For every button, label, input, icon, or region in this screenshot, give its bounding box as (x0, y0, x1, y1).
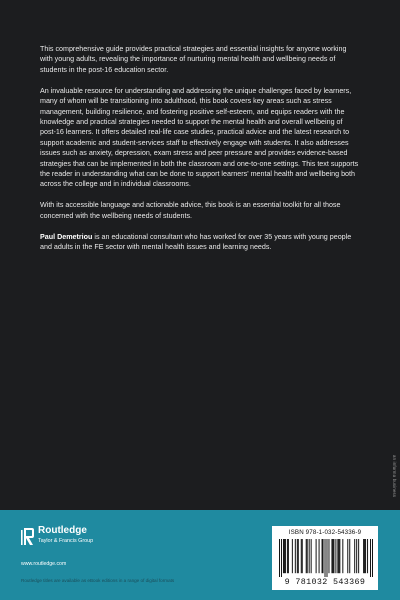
barcode-bar (354, 539, 355, 573)
barcode-bar (288, 539, 289, 573)
author-name: Paul Demetriou (40, 232, 93, 241)
barcode-bar (285, 539, 286, 573)
barcode-bar (323, 539, 324, 573)
barcode-bar (347, 539, 348, 573)
barcode-bar (365, 539, 366, 573)
barcode-bar (358, 539, 359, 573)
barcode-bar (332, 539, 333, 573)
barcode-bar (306, 539, 307, 573)
barcode-bar (295, 539, 296, 573)
barcode-bar (298, 539, 299, 573)
barcode-bar (322, 539, 323, 573)
barcode-bar (367, 539, 368, 573)
barcode-bar (370, 539, 371, 577)
barcode-icon (279, 539, 373, 577)
publisher-website: www.routledge.com (21, 561, 67, 567)
barcode-box (272, 526, 378, 590)
barcode-bar (363, 539, 364, 573)
spine-text: an informa business (392, 455, 397, 498)
author-bio (40, 232, 360, 253)
barcode-bar (328, 539, 329, 573)
barcode-bar (279, 539, 280, 577)
barcode-bar (302, 539, 303, 573)
barcode-bar (356, 539, 357, 573)
barcode-bar (372, 539, 373, 577)
barcode-bar (339, 539, 340, 573)
blurb-paragraph-3: With its accessible language and actionable advice, this book is an essential toolkit for all those concerned with the wellbeing needs of students. (40, 201, 341, 220)
barcode-bar (342, 539, 343, 573)
barcode-bar (319, 539, 320, 573)
barcode-bar (337, 539, 338, 573)
publisher-name: Routledge (38, 525, 87, 536)
barcode-bar (292, 539, 293, 573)
barcode-bar (283, 539, 284, 573)
barcode-number: 9 781032 543369 (284, 577, 366, 587)
ebook-note: Routledge titles are available as eBook editions in a range of digital formats (21, 578, 175, 583)
publisher-tagline: Taylor & Francis Group (38, 538, 94, 544)
barcode-bar (309, 539, 310, 573)
barcode-bar (311, 539, 312, 573)
barcode-bar (316, 539, 317, 573)
barcode-bar (349, 539, 350, 573)
barcode-bar (287, 539, 288, 573)
barcode-bar (364, 539, 365, 573)
author-bio-text: is an educational consultant who has worked for over 35 years with young people and adults in the FE sector with mental health issues and learning needs. (40, 232, 352, 251)
barcode-bar (284, 539, 285, 573)
routledge-r-logo-icon (21, 527, 35, 546)
barcode-bar (307, 539, 308, 573)
barcode-bar (331, 539, 332, 573)
barcode-bar (338, 539, 339, 573)
blurb (40, 44, 360, 263)
barcode-bar (301, 539, 302, 573)
blurb-paragraph-2: An invaluable resource for understanding and addressing the unique challenges faced by learners, many of whom will be transitioning into adulthood, this book covers key areas such as stress management, building resilience, and fostering positive self-esteem, and equips readers with the knowledge and practical strategies needed to support the mental health and overall wellbeing of post-16 learners. It offers detailed real-life case studies, practical advice and the latest research to support academic and student-services staff to effectively engage with students. It also addresses issues such as anxiety, depression, exam stress and peer pressure and provides evidence-based strategies that can be implemented in both the classroom and one-to-one settings. This text supports the reader in understanding what can be done to support learners' mental health and wellbeing both across the college and in individual classrooms. (40, 86, 359, 189)
barcode-bar (297, 539, 298, 573)
barcode-bar (333, 539, 334, 573)
barcode-bar (326, 539, 327, 577)
barcode-bar (325, 539, 326, 577)
barcode-bar (335, 539, 336, 573)
blurb-paragraph-1: This comprehensive guide provides practical strategies and essential insights for anyone working with young adults, revealing the importance of nurturing mental health and wellbeing needs of students in the post-16 education sector. (40, 45, 347, 74)
isbn-label: ISBN 978-1-032-54336-9 (288, 529, 362, 536)
barcode-bar (281, 539, 282, 577)
